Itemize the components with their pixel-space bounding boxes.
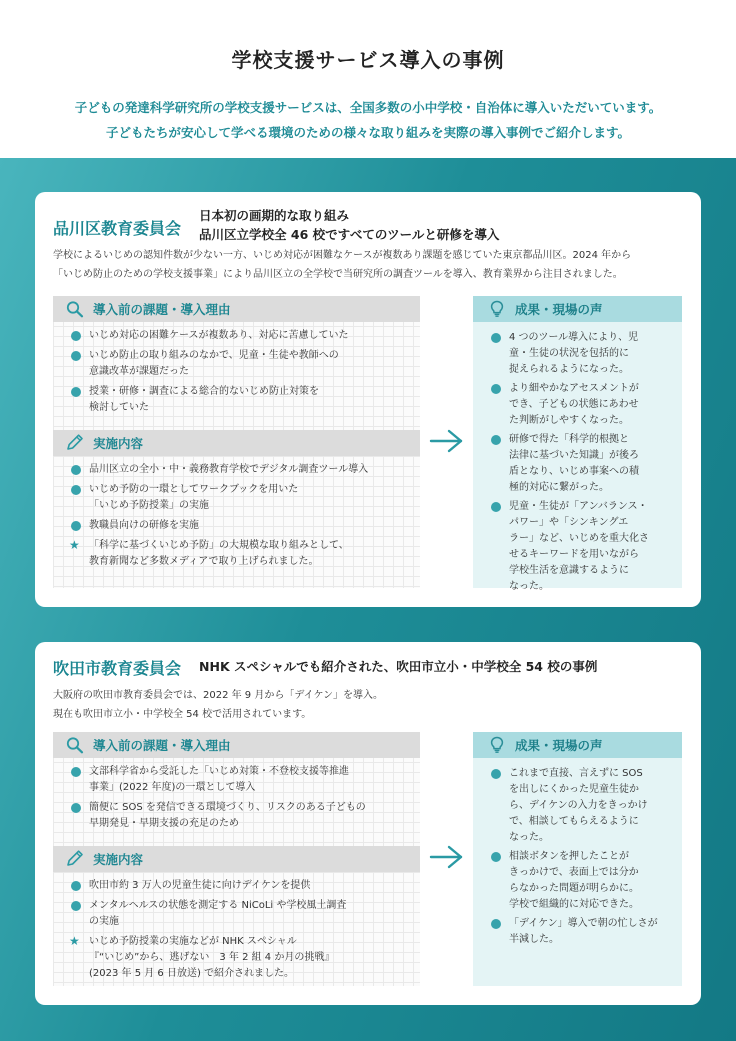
- list-item: [491, 381, 672, 429]
- item-line: (2023 年 5 月 6 日放送) で紹介されました。: [89, 968, 295, 979]
- case-heading: [53, 656, 597, 679]
- item-line: ら、デイケンの入力をきっかけ: [509, 800, 648, 811]
- item-line: パワー」や「シンキングエ: [509, 517, 629, 528]
- list-item: [491, 432, 672, 496]
- dot-icon: [491, 769, 501, 779]
- list-item: [71, 348, 412, 380]
- dot-icon: [491, 852, 501, 862]
- desc-line-1: 大阪府の吹田市教育委員会では、2022 年 9 月から「デイケン」を導入。: [53, 690, 383, 701]
- item-line: いじめ対応の困難ケースが複数あり、対応に苦慮していた: [89, 330, 349, 341]
- page-header: [0, 0, 736, 158]
- item-line: 教職員向けの研修を実施: [89, 520, 199, 531]
- dot-icon: [71, 901, 81, 911]
- list-item: [491, 499, 672, 595]
- item-line: 児童・生徒が「アンバランス・: [509, 501, 648, 512]
- item-line: 授業・研修・調査による総合的ないじめ防止対策を: [89, 386, 319, 397]
- list-item: [71, 878, 412, 894]
- list-item: [71, 482, 412, 514]
- item-line: 品川区立の全小・中・義務教育学校でデジタル調査ツール導入: [89, 464, 369, 475]
- star-icon: ★: [69, 538, 80, 552]
- list-item: [71, 518, 412, 534]
- dot-icon: [491, 384, 501, 394]
- item-line: 半減した。: [509, 934, 559, 945]
- item-line: 相談ボタンを押したことが: [509, 851, 629, 862]
- item-line: メンタルヘルスの状態を測定する NiCoLi や学校風土調査: [89, 900, 347, 911]
- pencil-icon: [65, 434, 85, 452]
- case-heading: [53, 206, 499, 244]
- implementation-label: 実施内容: [93, 436, 144, 451]
- item-line: 「デイケン」導入で朝の忙しさが: [509, 918, 658, 929]
- results-heading: [473, 732, 682, 758]
- item-line: 研修で得た「科学的根拠と: [509, 434, 629, 445]
- item-line: 早期発見・早期支援の充足のため: [89, 818, 239, 829]
- dot-icon: [71, 387, 81, 397]
- dot-icon: [491, 502, 501, 512]
- dot-icon: [71, 767, 81, 777]
- item-line: 簡便に SOS を発信できる環境づくり、リスクのある子どもの: [89, 802, 366, 813]
- page-title: 学校支援サービス導入の事例: [231, 48, 505, 72]
- challenge-label: 導入前の課題・導入理由: [93, 738, 231, 753]
- item-line: これまで直接、言えずに SOS: [509, 768, 643, 779]
- challenge-label: 導入前の課題・導入理由: [93, 302, 231, 317]
- list-item: [71, 898, 412, 930]
- dot-icon: [71, 465, 81, 475]
- star-icon: ★: [69, 934, 80, 948]
- desc-line-1: 学校によるいじめの認知件数が少ない一方、いじめ対応が困難なケースが複数あり課題を感じていた東京都品川区。2024 年から: [53, 250, 632, 261]
- item-line: 「いじめ予防授業」の実施: [89, 500, 209, 511]
- arrow-right-icon: [429, 428, 465, 454]
- star-note: [71, 538, 412, 570]
- item-line: を出しにくかった児童生徒か: [509, 784, 639, 795]
- lead-text: [0, 95, 736, 145]
- item-line: 学校で組織的に対応できた。: [509, 899, 639, 910]
- item-line: なった。: [509, 581, 549, 592]
- case-card-shinagawa: [35, 192, 701, 607]
- list-item: [491, 849, 672, 913]
- item-line: 『“いじめ”から、逃げない 3 年 2 組 4 か月の挑戦』: [89, 952, 335, 963]
- case-description: [53, 686, 687, 724]
- dot-icon: [71, 331, 81, 341]
- dot-icon: [491, 333, 501, 343]
- dot-icon: [491, 435, 501, 445]
- challenge-list: [53, 322, 420, 424]
- item-line: の実施: [89, 916, 119, 927]
- results-label: 成果・現場の声: [515, 738, 603, 753]
- item-line: らなかった問題が明らかに。: [509, 883, 639, 894]
- list-item: [71, 800, 412, 832]
- item-line: 事業」(2022 年度)の一環として導入: [89, 782, 256, 793]
- item-line: 学校生活を意識するように: [509, 565, 629, 576]
- item-line: 童・生徒の状況を包括的に: [509, 348, 629, 359]
- arrow-right-icon: [429, 844, 465, 870]
- results-heading: [473, 296, 682, 322]
- challenges-panel: [53, 296, 420, 588]
- challenges-panel: [53, 732, 420, 986]
- item-line: いじめ防止の取り組みのなかで、児童・生徒や教師への: [89, 350, 339, 361]
- item-line: 検討していた: [89, 402, 149, 413]
- case-subtitle: [199, 206, 499, 244]
- org-name: 吹田市教育委員会: [53, 659, 182, 678]
- case-card-suita: [35, 642, 701, 1005]
- dot-icon: [71, 485, 81, 495]
- lightbulb-icon: [487, 300, 507, 318]
- results-panel: [473, 296, 682, 592]
- item-line: 盾となり、いじめ事案への積: [509, 466, 639, 477]
- item-line: きっかけで、表面上では分か: [509, 867, 639, 878]
- list-item: [491, 330, 672, 378]
- challenge-heading: [53, 296, 420, 322]
- list-item: [71, 764, 412, 796]
- implementation-heading: [53, 846, 420, 872]
- dot-icon: [71, 351, 81, 361]
- item-line: 極的対応に繋がった。: [509, 482, 609, 493]
- lightbulb-icon: [487, 736, 507, 754]
- list-item: [491, 766, 672, 846]
- magnifier-icon: [65, 300, 85, 318]
- pencil-icon: [65, 850, 85, 868]
- dot-icon: [71, 881, 81, 891]
- list-item: [491, 916, 672, 948]
- list-item: [71, 462, 412, 478]
- item-line: いじめ予防授業の実施などが NHK スペシャル: [89, 936, 297, 947]
- implementation-label: 実施内容: [93, 852, 144, 867]
- implementation-list: [53, 456, 420, 578]
- case-description: [53, 246, 687, 284]
- list-item: [71, 384, 412, 416]
- item-line: 法律に基づいた知識」が後ろ: [509, 450, 639, 461]
- item-line: なった。: [509, 832, 549, 843]
- star-note: [71, 934, 412, 982]
- item-line: 「科学に基づくいじめ予防」の大規模な取り組みとして、: [89, 540, 349, 551]
- item-line: で、相談してもらえるように: [509, 816, 639, 827]
- item-line: いじめ予防の一環としてワークブックを用いた: [89, 484, 299, 495]
- results-label: 成果・現場の声: [515, 302, 603, 317]
- desc-line-2: 「いじめ防止のための学校支援事業」により品川区立の全学校で当研究所の調査ツールを導入、教育業界から注目されました。: [53, 269, 623, 280]
- item-line: 吹田市約 3 万人の児童生徒に向けデイケンを提供: [89, 880, 311, 891]
- magnifier-icon: [65, 736, 85, 754]
- item-line: 4 つのツール導入により、児: [509, 332, 639, 343]
- item-line: せるキーワードを用いながら: [509, 549, 639, 560]
- item-line: 意識改革が課題だった: [89, 366, 189, 377]
- item-line: より細やかなアセスメントが: [509, 383, 639, 394]
- challenge-list: [53, 758, 420, 840]
- results-panel: [473, 732, 682, 986]
- results-list: [473, 758, 682, 955]
- item-line: 教育新聞など多数メディアで取り上げられました。: [89, 556, 319, 567]
- subtitle-line-2: 品川区立学校全 46 校ですべてのツールと研修を導入: [199, 227, 500, 242]
- subtitle-line-1: 日本初の画期的な取り組み: [199, 208, 350, 223]
- implementation-list: [53, 872, 420, 990]
- item-line: でき、子どもの状態にあわせ: [509, 399, 639, 410]
- dot-icon: [71, 803, 81, 813]
- item-line: た判断がしやすくなった。: [509, 415, 629, 426]
- item-line: ラー」など、いじめを重大化さ: [509, 533, 649, 544]
- results-list: [473, 322, 682, 602]
- list-item: [71, 328, 412, 344]
- dot-icon: [71, 521, 81, 531]
- challenge-heading: [53, 732, 420, 758]
- lead-line-1: 子どもの発達科学研究所の学校支援サービスは、全国多数の小中学校・自治体に導入いただいています。: [74, 100, 662, 115]
- lead-line-2: 子どもたちが安心して学べる環境のための様々な取り組みを実際の導入事例でご紹介します。: [105, 125, 630, 140]
- org-name: 品川区教育委員会: [53, 219, 182, 238]
- case-subtitle: NHK スペシャルでも紹介された、吹田市立小・中学校全 54 校の事例: [199, 659, 598, 674]
- item-line: 捉えられるようになった。: [509, 364, 629, 375]
- desc-line-2: 現在も吹田市立小・中学校全 54 校で活用されています。: [53, 709, 312, 720]
- item-line: 文部科学省から受託した「いじめ対策・不登校支援等推進: [89, 766, 349, 777]
- dot-icon: [491, 919, 501, 929]
- implementation-heading: [53, 430, 420, 456]
